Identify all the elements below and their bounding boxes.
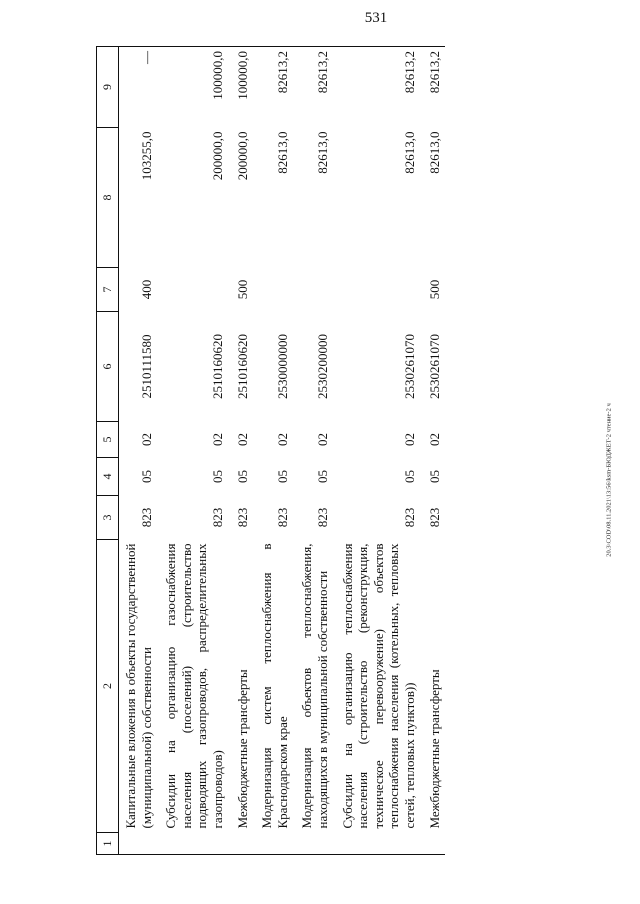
row-description: Межбюджетные трансферты bbox=[426, 669, 442, 829]
column-header-4: 4 bbox=[97, 458, 119, 496]
target-article-code: 2530261070 bbox=[426, 334, 442, 399]
cell-1 bbox=[119, 833, 158, 855]
cell-1 bbox=[253, 833, 293, 855]
ministry-code: 823 bbox=[426, 507, 442, 528]
column-header-3: 3 bbox=[97, 496, 119, 540]
target-article-code: 2530000000 bbox=[274, 334, 290, 399]
expense-type-code bbox=[334, 268, 421, 312]
page-number: 531 bbox=[364, 10, 388, 26]
amount-col-8: 103255,0 bbox=[138, 131, 154, 181]
cell-1 bbox=[229, 833, 254, 855]
ministry-code: 823 bbox=[401, 507, 417, 528]
amount-col-8: 82613,0 bbox=[426, 131, 442, 174]
column-header-1: 1 bbox=[97, 833, 119, 855]
expense-type-code bbox=[157, 268, 228, 312]
header-row bbox=[97, 47, 119, 855]
row-description: Модернизация систем теплоснабжения в Краснодарском крае bbox=[259, 543, 290, 829]
section-code: 05 bbox=[314, 470, 330, 483]
budget-table bbox=[96, 46, 445, 855]
amount-col-8: 200000,0 bbox=[234, 131, 250, 181]
section-code: 05 bbox=[209, 470, 225, 483]
section-code: 05 bbox=[138, 470, 154, 483]
target-article-code: 2510160620 bbox=[234, 334, 250, 399]
ministry-code: 823 bbox=[314, 507, 330, 528]
amount-col-9: 82613,2 bbox=[293, 47, 333, 128]
amount-col-8: 82613,0 bbox=[274, 131, 290, 174]
expense-type-code: 500 bbox=[234, 279, 250, 300]
ministry-code: 823 bbox=[274, 507, 290, 528]
table-row bbox=[293, 47, 333, 855]
column-header-6: 6 bbox=[97, 312, 119, 422]
amount-col-9: 82613,2 bbox=[334, 47, 421, 128]
column-header-5: 5 bbox=[97, 422, 119, 458]
table-row bbox=[119, 47, 158, 855]
amount-col-8: 200000,0 bbox=[209, 131, 225, 181]
table-row bbox=[334, 47, 421, 855]
subsection-code: 02 bbox=[314, 433, 330, 446]
cell-1 bbox=[421, 833, 446, 855]
column-header-8: 8 bbox=[97, 128, 119, 268]
row-description: Субсидии на организацию газоснабжения населения (поселений) (строительство подводящих газопроводов, распределительных газопроводов) bbox=[163, 543, 225, 829]
footer-code-text: 20.3\COD\08.11.2021\13:56\ksm-БЮДЖЕТ-2 чтение-2 ч bbox=[605, 403, 613, 557]
ministry-code: 823 bbox=[138, 507, 154, 528]
target-article-code: 2510160620 bbox=[209, 334, 225, 399]
expense-type-code bbox=[293, 268, 333, 312]
table-row bbox=[229, 47, 254, 855]
cell-1 bbox=[157, 833, 228, 855]
ministry-code: 823 bbox=[234, 507, 250, 528]
amount-col-8: 82613,0 bbox=[314, 131, 330, 174]
table-row bbox=[421, 47, 446, 855]
amount-col-9: 100000,0 bbox=[157, 47, 228, 128]
budget-table-rotated bbox=[96, 47, 590, 855]
row-description: Капитальные вложения в объекты государственной (муниципальной) собственности bbox=[123, 543, 154, 829]
target-article-code: 2530200000 bbox=[314, 334, 330, 399]
cell-1 bbox=[334, 833, 421, 855]
subsection-code: 02 bbox=[274, 433, 290, 446]
subsection-code: 02 bbox=[401, 433, 417, 446]
column-header-9: 9 bbox=[97, 47, 119, 128]
column-header-7: 7 bbox=[97, 268, 119, 312]
amount-col-9: — bbox=[119, 47, 158, 128]
footer-code bbox=[599, 403, 619, 557]
amount-col-9: 82613,2 bbox=[253, 47, 293, 128]
subsection-code: 02 bbox=[234, 433, 250, 446]
column-header-2: 2 bbox=[97, 540, 119, 833]
subsection-code: 02 bbox=[209, 433, 225, 446]
section-code: 05 bbox=[234, 470, 250, 483]
subsection-code: 02 bbox=[138, 433, 154, 446]
cell-1 bbox=[293, 833, 333, 855]
table-row bbox=[157, 47, 228, 855]
subsection-code: 02 bbox=[426, 433, 442, 446]
table-row bbox=[253, 47, 293, 855]
amount-col-8: 82613,0 bbox=[401, 131, 417, 174]
amount-col-9: 82613,2 bbox=[421, 47, 446, 128]
target-article-code: 2510111580 bbox=[138, 334, 154, 399]
row-description: Модернизация объектов теплоснабжения, находящихся в муниципальной собственности bbox=[299, 543, 330, 829]
expense-type-code bbox=[253, 268, 293, 312]
section-code: 05 bbox=[426, 470, 442, 483]
section-code: 05 bbox=[274, 470, 290, 483]
row-description: Межбюджетные трансферты bbox=[234, 669, 250, 829]
ministry-code: 823 bbox=[209, 507, 225, 528]
row-description: Субсидии на организацию теплоснабжения населения (строительство (реконструкция, техническое перевооружение) объектов теплоснабжения населения (котельных, тепловых сетей, тепловых пунктов)) bbox=[339, 543, 417, 829]
expense-type-code: 500 bbox=[426, 279, 442, 300]
expense-type-code: 400 bbox=[138, 279, 154, 300]
section-code: 05 bbox=[401, 470, 417, 483]
amount-col-9: 100000,0 bbox=[229, 47, 254, 128]
target-article-code: 2530261070 bbox=[401, 334, 417, 399]
table-body bbox=[119, 47, 446, 855]
